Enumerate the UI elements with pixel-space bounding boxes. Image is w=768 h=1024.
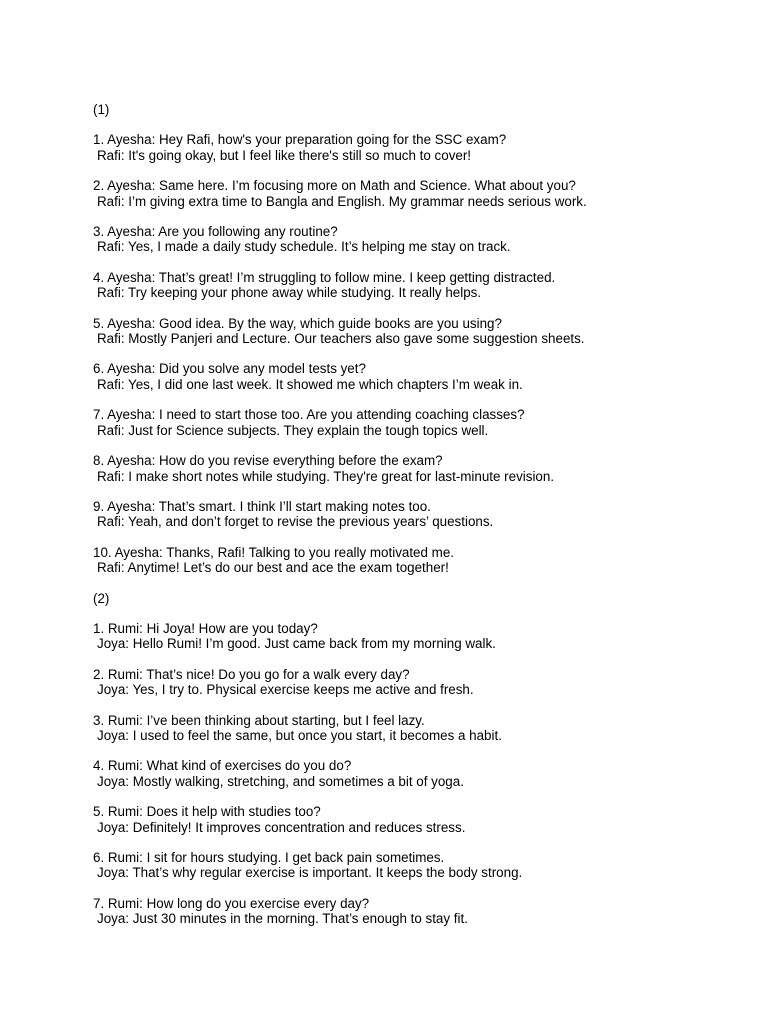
question-line: 1. Ayesha: Hey Rafi, how's your preparation going for the SSC exam? — [93, 132, 507, 148]
dialogue-exchange — [93, 850, 733, 881]
reply-line: Joya: That’s why regular exercise is important. It keeps the body strong. — [97, 865, 523, 881]
question-line: 6. Rumi: I sit for hours studying. I get back pain sometimes. — [93, 850, 445, 865]
dialogue-exchange — [93, 896, 733, 927]
question-line: 7. Rumi: How long do you exercise every day? — [93, 895, 370, 911]
reply-line: Rafi: Yes, I did one last week. It showed me which chapters I’m weak in. — [97, 376, 523, 392]
dialogue-exchange — [93, 667, 733, 698]
dialogue-exchange — [93, 713, 733, 744]
question-line: 6. Ayesha: Did you solve any model tests yet? — [93, 361, 366, 377]
dialogue-exchange — [93, 621, 733, 652]
dialogue-exchange — [93, 407, 733, 438]
reply-line: Rafi: Just for Science subjects. They explain the tough topics well. — [97, 422, 489, 438]
reply-line: Joya: Hello Rumi! I’m good. Just came back from my morning walk. — [97, 636, 496, 652]
question-line: 3. Ayesha: Are you following any routine? — [93, 224, 338, 240]
section-label: (2) — [93, 590, 110, 606]
reply-line: Rafi: I’m giving extra time to Bangla and English. My grammar needs serious work. — [97, 193, 587, 209]
question-line: 9. Ayesha: That’s smart. I think I’ll start making notes too. — [93, 498, 431, 514]
dialogue-exchange — [93, 499, 733, 530]
dialogue-exchange — [93, 545, 733, 576]
section-1 — [93, 102, 733, 576]
section-label: (1) — [93, 102, 110, 117]
reply-line: Joya: Just 30 minutes in the morning. That’s enough to stay fit. — [97, 911, 468, 927]
section-2 — [93, 591, 733, 927]
question-line: 2. Ayesha: Same here. I’m focusing more on Math and Science. What about you? — [93, 178, 576, 194]
question-line: 3. Rumi: I’ve been thinking about starting, but I feel lazy. — [93, 712, 425, 728]
reply-line: Joya: Yes, I try to. Physical exercise keeps me active and fresh. — [97, 682, 474, 698]
dialogue-exchange — [93, 132, 733, 163]
question-line: 4. Rumi: What kind of exercises do you do? — [93, 758, 352, 774]
reply-line: Rafi: Try keeping your phone away while studying. It really helps. — [97, 285, 482, 301]
reply-line: Rafi: Mostly Panjeri and Lecture. Our teachers also gave some suggestion sheets. — [97, 331, 585, 347]
question-line: 4. Ayesha: That’s great! I’m struggling to follow mine. I keep getting distracted. — [93, 269, 556, 285]
reply-line: Rafi: It's going okay, but I feel like there's still so much to cover! — [97, 147, 472, 163]
dialogue-exchange — [93, 361, 733, 392]
dialogue-exchange — [93, 804, 733, 835]
question-line: 1. Rumi: Hi Joya! How are you today? — [93, 620, 318, 636]
document-page — [93, 102, 733, 942]
dialogue-exchange — [93, 453, 733, 484]
reply-line: Joya: I used to feel the same, but once you start, it becomes a habit. — [97, 727, 502, 743]
question-line: 2. Rumi: That’s nice! Do you go for a walk every day? — [93, 666, 410, 682]
question-line: 5. Ayesha: Good idea. By the way, which guide books are you using? — [93, 315, 502, 331]
dialogue-exchange — [93, 758, 733, 789]
dialogue-exchange — [93, 316, 733, 347]
reply-line: Rafi: Anytime! Let’s do our best and ace the exam together! — [97, 560, 449, 576]
dialogue-exchange — [93, 270, 733, 301]
reply-line: Joya: Mostly walking, stretching, and sometimes a bit of yoga. — [97, 773, 464, 789]
reply-line: Joya: Definitely! It improves concentration and reduces stress. — [97, 819, 466, 835]
dialogue-exchange — [93, 178, 733, 209]
reply-line: Rafi: Yes, I made a daily study schedule. It’s helping me stay on track. — [97, 239, 511, 255]
question-line: 7. Ayesha: I need to start those too. Are you attending coaching classes? — [93, 407, 525, 423]
question-line: 10. Ayesha: Thanks, Rafi! Talking to you really motivated me. — [93, 544, 454, 560]
reply-line: Rafi: I make short notes while studying. They're great for last-minute revision. — [97, 468, 555, 484]
reply-line: Rafi: Yeah, and don’t forget to revise the previous years’ questions. — [97, 514, 494, 530]
dialogue-exchange — [93, 224, 733, 255]
question-line: 5. Rumi: Does it help with studies too? — [93, 804, 321, 820]
question-line: 8. Ayesha: How do you revise everything before the exam? — [93, 453, 443, 469]
